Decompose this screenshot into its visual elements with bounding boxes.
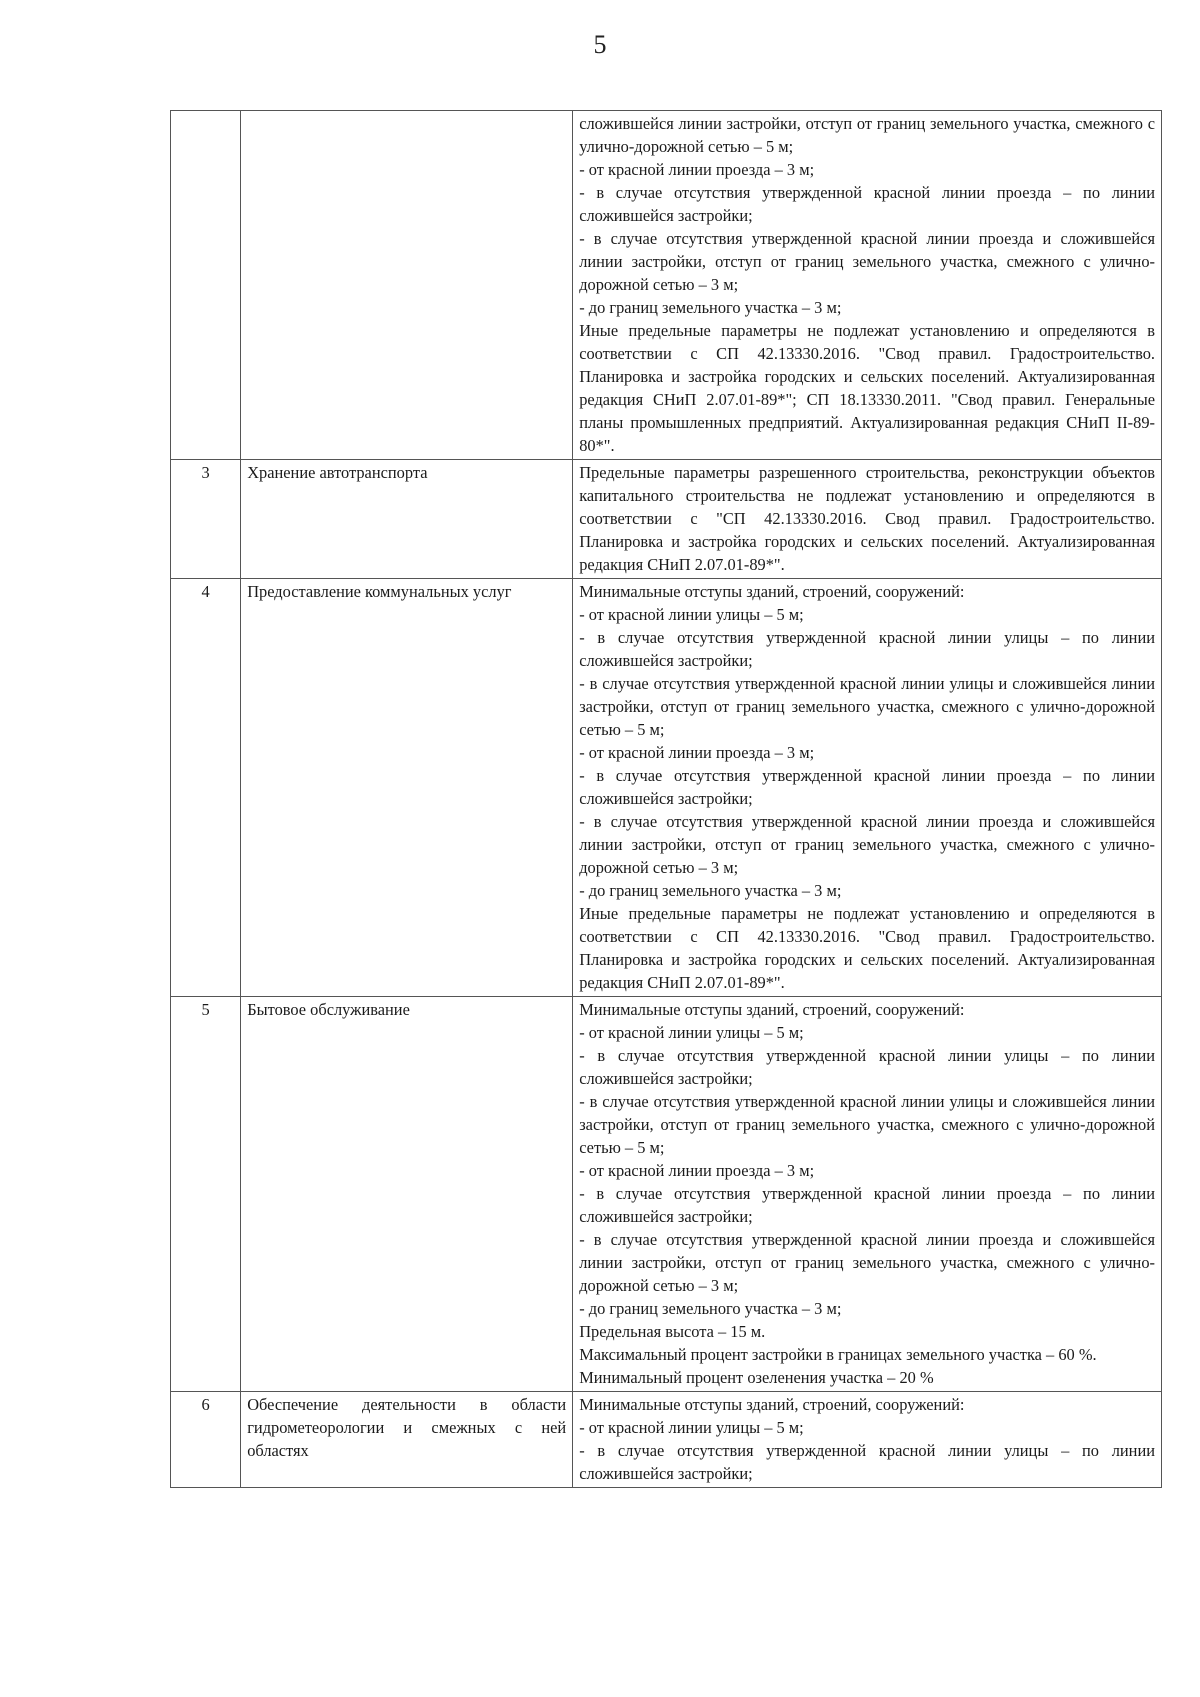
building-parameters [573,460,1162,579]
building-parameters [573,579,1162,997]
land-use-type [241,579,573,997]
row-number [171,111,241,460]
page-number: 5 [593,30,607,59]
table-row [171,1392,1162,1488]
land-use-type [241,997,573,1392]
table-body [171,111,1162,1488]
parameter-line: Минимальный процент озеленения участка – 20 % [579,1368,934,1387]
parameter-line: Предельная высота – 15 м. [579,1322,766,1341]
land-use-type-label: Хранение автотранспорта [247,463,428,482]
parameter-line: - в случае отсутствия утвержденной красной линии проезда – по линии сложившейся застройки; [579,766,1155,808]
parameter-line: - от красной линии улицы – 5 м; [579,1023,804,1042]
parameter-line: - в случае отсутствия утвержденной красной линии проезда и сложившейся линии застройки, отступ от границ земельного участка, смежного с улично-дорожной сетью – 3 м; [579,229,1155,294]
parameter-line: - в случае отсутствия утвержденной красной линии улицы – по линии сложившейся застройки; [579,1046,1155,1088]
parameter-line: - в случае отсутствия утвержденной красной линии улицы – по линии сложившейся застройки; [579,628,1155,670]
parameter-line: - в случае отсутствия утвержденной красной линии проезда – по линии сложившейся застройки; [579,183,1155,225]
parameter-line: Предельные параметры разрешенного строительства, реконструкции объектов капитального строительства не подлежат установлению и определяются в соответствии с "СП 42.13330.2016. Свод правил. Градостроительство. Планировка и застройка городских и сельских поселений. Актуализированная редакция СНиП 2.07.01-89*". [579,463,1155,574]
parameter-line: Минимальные отступы зданий, строений, сооружений: [579,1000,965,1019]
building-parameters [573,1392,1162,1488]
row-number: 3 [171,460,241,579]
row-number: 6 [171,1392,241,1488]
parameter-line: сложившейся линии застройки, отступ от границ земельного участка, смежного с улично-дорожной сетью – 5 м; [579,114,1155,156]
parameter-line: Иные предельные параметры не подлежат установлению и определяются в соответствии с СП 42.13330.2016. "Свод правил. Градостроительство. Планировка и застройка городских и сельских поселений. Актуализированная редакция СНиП 2.07.01-89*". [579,904,1155,992]
table-row [171,111,1162,460]
land-use-type-label: Бытовое обслуживание [247,1000,410,1019]
parameter-line: - в случае отсутствия утвержденной красной линии проезда – по линии сложившейся застройки; [579,1184,1155,1226]
parameter-line: - от красной линии улицы – 5 м; [579,1418,804,1437]
land-use-type-label: Обеспечение деятельности в области гидрометеорологии и смежных с ней областях [247,1395,567,1460]
table-row [171,997,1162,1392]
land-use-type [241,111,573,460]
row-number: 4 [171,579,241,997]
parameter-line: Минимальные отступы зданий, строений, сооружений: [579,582,965,601]
parameter-line: Максимальный процент застройки в границах земельного участка – 60 %. [579,1345,1097,1364]
parameter-line: - в случае отсутствия утвержденной красной линии улицы – по линии сложившейся застройки; [579,1441,1155,1483]
parameter-line: - до границ земельного участка – 3 м; [579,298,842,317]
building-parameters [573,111,1162,460]
parameter-line: - от красной линии проезда – 3 м; [579,1161,815,1180]
parameter-line: - от красной линии проезда – 3 м; [579,160,815,179]
parameter-line: - до границ земельного участка – 3 м; [579,1299,842,1318]
building-parameters [573,997,1162,1392]
regulations-table [170,110,1162,1488]
row-number: 5 [171,997,241,1392]
parameter-line: - в случае отсутствия утвержденной красной линии улицы и сложившейся линии застройки, отступ от границ земельного участка, смежного с улично-дорожной сетью – 5 м; [579,674,1155,739]
land-use-type-label: Предоставление коммунальных услуг [247,582,512,601]
parameter-line: - в случае отсутствия утвержденной красной линии проезда и сложившейся линии застройки, отступ от границ земельного участка, смежного с улично-дорожной сетью – 3 м; [579,812,1155,877]
parameter-line: Иные предельные параметры не подлежат установлению и определяются в соответствии с СП 42.13330.2016. "Свод правил. Градостроительство. Планировка и застройка городских и сельских поселений. Актуализированная редакция СНиП 2.07.01-89*"; СП 18.13330.2011. "Свод правил. Генеральные планы промышленных предприятий. Актуализированная редакция СНиП II-89-80*". [579,321,1155,455]
parameter-line: - в случае отсутствия утвержденной красной линии улицы и сложившейся линии застройки, отступ от границ земельного участка, смежного с улично-дорожной сетью – 5 м; [579,1092,1155,1157]
land-use-type [241,460,573,579]
land-use-type [241,1392,573,1488]
parameter-line: - от красной линии проезда – 3 м; [579,743,815,762]
parameter-line: - от красной линии улицы – 5 м; [579,605,804,624]
parameter-line: - до границ земельного участка – 3 м; [579,881,842,900]
parameter-line: Минимальные отступы зданий, строений, сооружений: [579,1395,965,1414]
parameter-line: - в случае отсутствия утвержденной красной линии проезда и сложившейся линии застройки, отступ от границ земельного участка, смежного с улично-дорожной сетью – 3 м; [579,1230,1155,1295]
table-row [171,460,1162,579]
table-row [171,579,1162,997]
